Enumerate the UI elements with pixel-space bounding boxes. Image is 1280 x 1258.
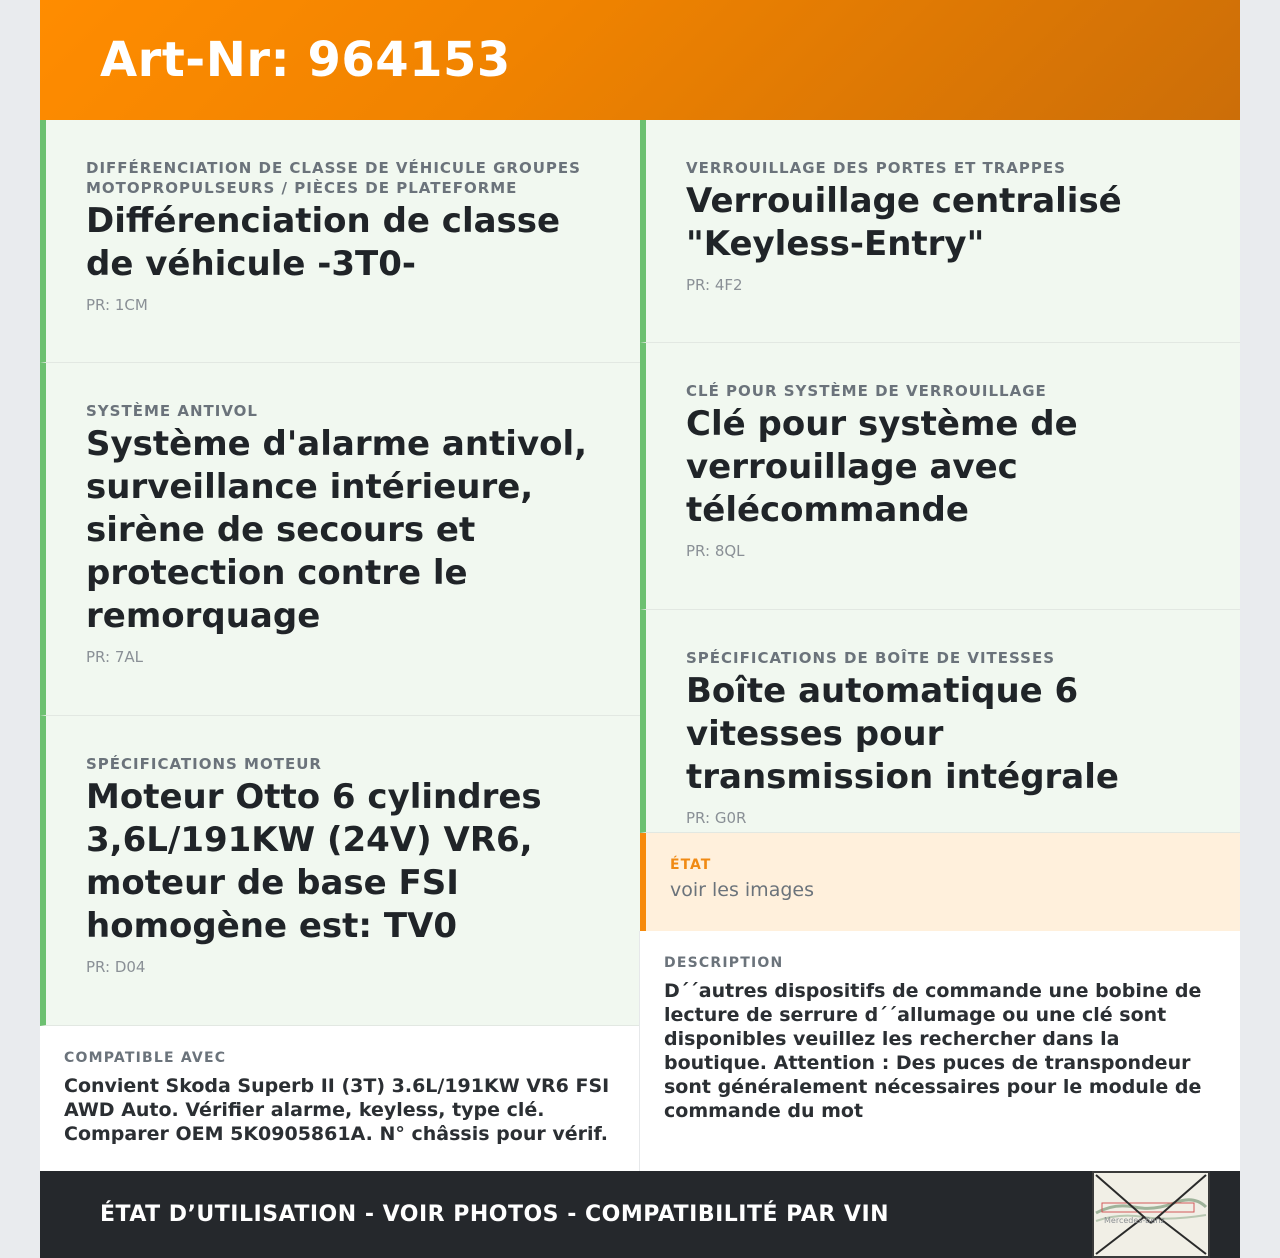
compatible-label: COMPATIBLE AVEC xyxy=(64,1050,227,1066)
spec-card xyxy=(40,120,640,363)
spec-category: CLÉ POUR SYSTÈME DE VERROUILLAGE xyxy=(686,382,1047,400)
spec-card xyxy=(640,610,1240,833)
spec-card xyxy=(40,363,640,716)
spec-pr-code: PR: G0R xyxy=(686,809,747,827)
description-text: D´´autres dispositifs de commande une bobine de lecture de serrure d´´allumage ou une clé sont disponibles veuillez les rechercher dans la boutique. Attention : Des puces de transpondeur sont généralement nécessaires pour le module de commande du mot xyxy=(664,980,1202,1122)
spec-pr-code: PR: D04 xyxy=(86,958,146,976)
spec-pr-code: PR: 7AL xyxy=(86,648,143,666)
spec-title: Verrouillage centralisé "Keyless-Entry" xyxy=(686,181,1122,264)
etat-section xyxy=(640,833,1240,931)
header-banner xyxy=(40,0,1240,120)
spec-category: VERROUILLAGE DES PORTES ET TRAPPES xyxy=(686,159,1066,177)
footer-text: ÉTAT D’UTILISATION - VOIR PHOTOS - COMPATIBILITÉ PAR VIN xyxy=(100,1202,890,1227)
spec-category: SYSTÈME ANTIVOL xyxy=(86,402,258,420)
spec-title: Différenciation de classe de véhicule -3T0- xyxy=(86,201,561,284)
description-section xyxy=(640,931,1240,1171)
compatible-section xyxy=(40,1026,640,1171)
compatible-text: Convient Skoda Superb II (3T) 3.6L/191KW VR6 FSI AWD Auto. Vérifier alarme, keyless, type clé. Comparer OEM 5K0905861A. N° châssis pour vérif. xyxy=(64,1075,610,1145)
description-label: DESCRIPTION xyxy=(664,955,784,971)
envelope-photo-icon xyxy=(1094,1173,1208,1256)
spec-title: Boîte automatique 6 vitesses pour transmission intégrale xyxy=(686,671,1119,797)
spec-pr-code: PR: 1CM xyxy=(86,296,148,314)
footer-bar xyxy=(40,1171,1240,1258)
etat-value: voir les images xyxy=(670,879,814,901)
left-column xyxy=(40,120,640,1171)
spec-pr-code: PR: 8QL xyxy=(686,542,745,560)
spec-category: DIFFÉRENCIATION DE CLASSE DE VÉHICULE GROUPES MOTOPROPULSEURS / PIÈCES DE PLATEFORME xyxy=(86,159,581,197)
column-divider xyxy=(639,931,640,1171)
right-column xyxy=(640,120,1240,1171)
spec-pr-code: PR: 4F2 xyxy=(686,276,743,294)
article-number-title: Art-Nr: 964153 xyxy=(100,32,511,88)
spec-category: SPÉCIFICATIONS DE BOÎTE DE VITESSES xyxy=(686,649,1056,667)
spec-title: Système d'alarme antivol, surveillance intérieure, sirène de secours et protection contre le remorquage xyxy=(86,424,588,636)
spec-category: SPÉCIFICATIONS MOTEUR xyxy=(86,755,322,773)
product-thumbnail[interactable] xyxy=(1092,1171,1210,1258)
spec-card xyxy=(640,343,1240,610)
thumbnail-caption: Mercedes-Benz xyxy=(1104,1216,1165,1225)
spec-card xyxy=(40,716,640,1026)
spec-card xyxy=(640,120,1240,343)
spec-title: Moteur Otto 6 cylindres 3,6L/191KW (24V) VR6, moteur de base FSI homogène est: TV0 xyxy=(86,777,542,946)
product-sheet xyxy=(40,0,1240,1258)
etat-label: ÉTAT xyxy=(670,857,712,873)
spec-title: Clé pour système de verrouillage avec télécommande xyxy=(686,404,1078,530)
